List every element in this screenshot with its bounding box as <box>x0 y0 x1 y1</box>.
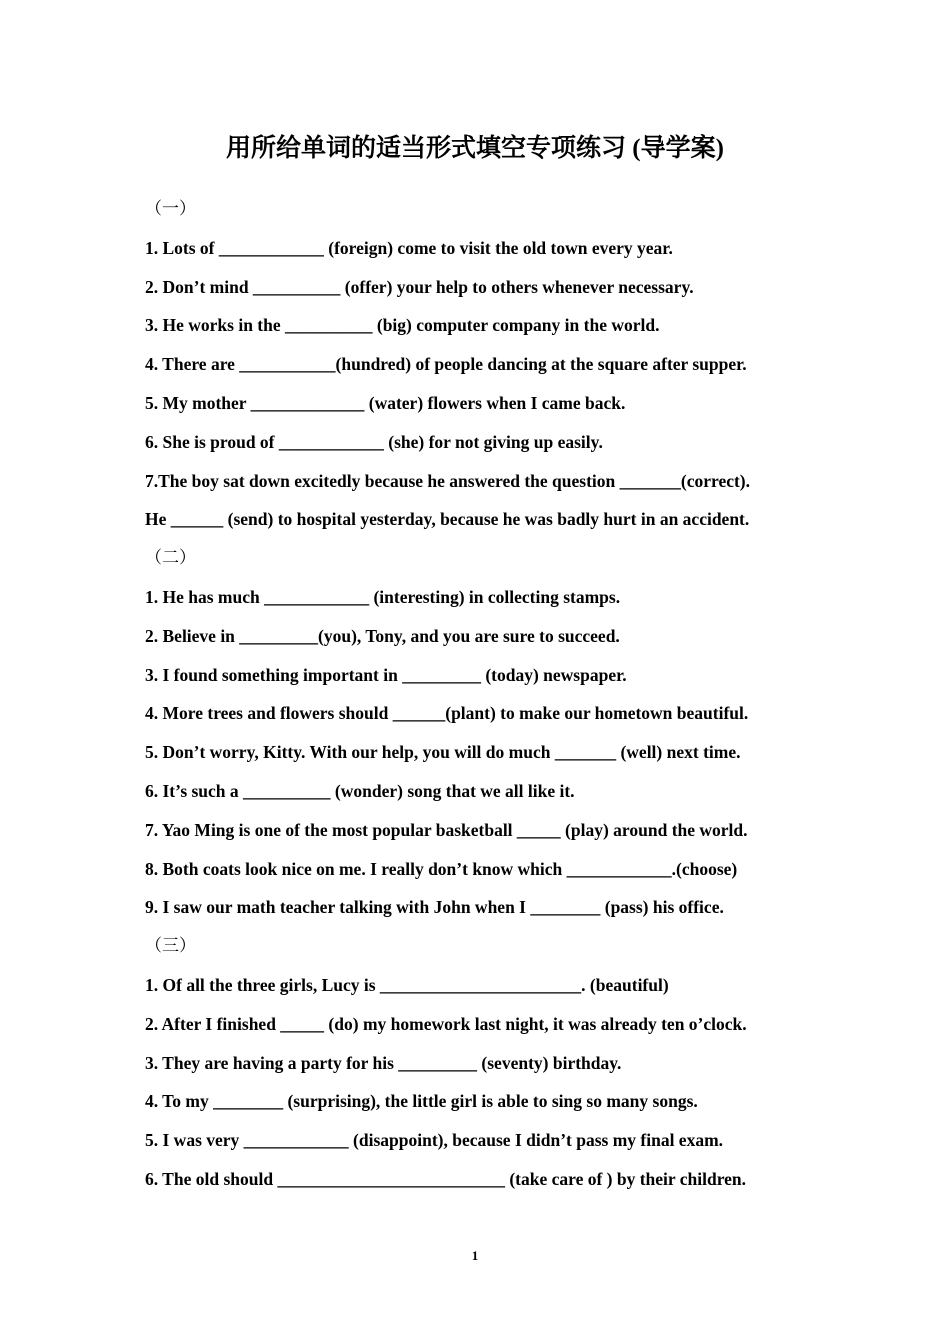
exercise-item: 2. Believe in _________(you), Tony, and you are sure to succeed. <box>145 625 620 646</box>
exercise-item: 4. More trees and flowers should ______(plant) to make our hometown beautiful. <box>145 703 749 724</box>
exercise-item: 9. I saw our math teacher talking with John when I ________ (pass) his office. <box>145 897 724 918</box>
exercise-item: He ______ (send) to hospital yesterday, because he was badly hurt in an accident. <box>145 509 750 530</box>
exercise-item: 1. He has much ____________ (interesting) in collecting stamps. <box>145 586 621 607</box>
exercise-item: 3. They are having a party for his _________ (seventy) birthday. <box>145 1052 622 1073</box>
exercise-item: 4. There are ___________(hundred) of people dancing at the square after supper. <box>145 354 747 375</box>
section-heading-3: （三） <box>145 936 196 956</box>
exercise-list <box>145 190 845 1199</box>
exercise-item: 6. The old should __________________________ (take care of ) by their children. <box>145 1168 747 1189</box>
page-title: 用所给单词的适当形式填空专项练习 (导学案) <box>226 135 724 162</box>
exercise-item: 6. She is proud of ____________ (she) for not giving up easily. <box>145 431 603 452</box>
exercise-item: 2. After I finished _____ (do) my homework last night, it was already ten o’clock. <box>145 1013 747 1034</box>
exercise-item: 1. Lots of ____________ (foreign) come to visit the old town every year. <box>145 237 673 258</box>
section-heading-2: （二） <box>145 548 196 568</box>
exercise-item: 5. My mother _____________ (water) flowers when I came back. <box>145 392 626 413</box>
exercise-item: 5. Don’t worry, Kitty. With our help, you will do much _______ (well) next time. <box>145 742 741 763</box>
exercise-item: 6. It’s such a __________ (wonder) song that we all like it. <box>145 780 575 801</box>
exercise-item: 3. I found something important in _________ (today) newspaper. <box>145 664 627 685</box>
exercise-item: 7.The boy sat down excitedly because he answered the question _______(correct). <box>145 470 751 491</box>
exercise-item: 8. Both coats look nice on me. I really don’t know which ____________.(choose) <box>145 858 738 879</box>
exercise-item: 3. He works in the __________ (big) computer company in the world. <box>145 315 660 336</box>
page-number: 1 <box>471 1248 479 1263</box>
exercise-item: 1. Of all the three girls, Lucy is _______________________. (beautiful) <box>145 974 669 995</box>
exercise-item: 4. To my ________ (surprising), the little girl is able to sing so many songs. <box>145 1091 698 1112</box>
exercise-item: 5. I was very ____________ (disappoint), because I didn’t pass my final exam. <box>145 1130 724 1151</box>
exercise-item: 2. Don’t mind __________ (offer) your help to others whenever necessary. <box>145 276 694 297</box>
exercise-item: 7. Yao Ming is one of the most popular basketball _____ (play) around the world. <box>145 819 748 840</box>
section-heading-1: （一） <box>145 199 196 218</box>
